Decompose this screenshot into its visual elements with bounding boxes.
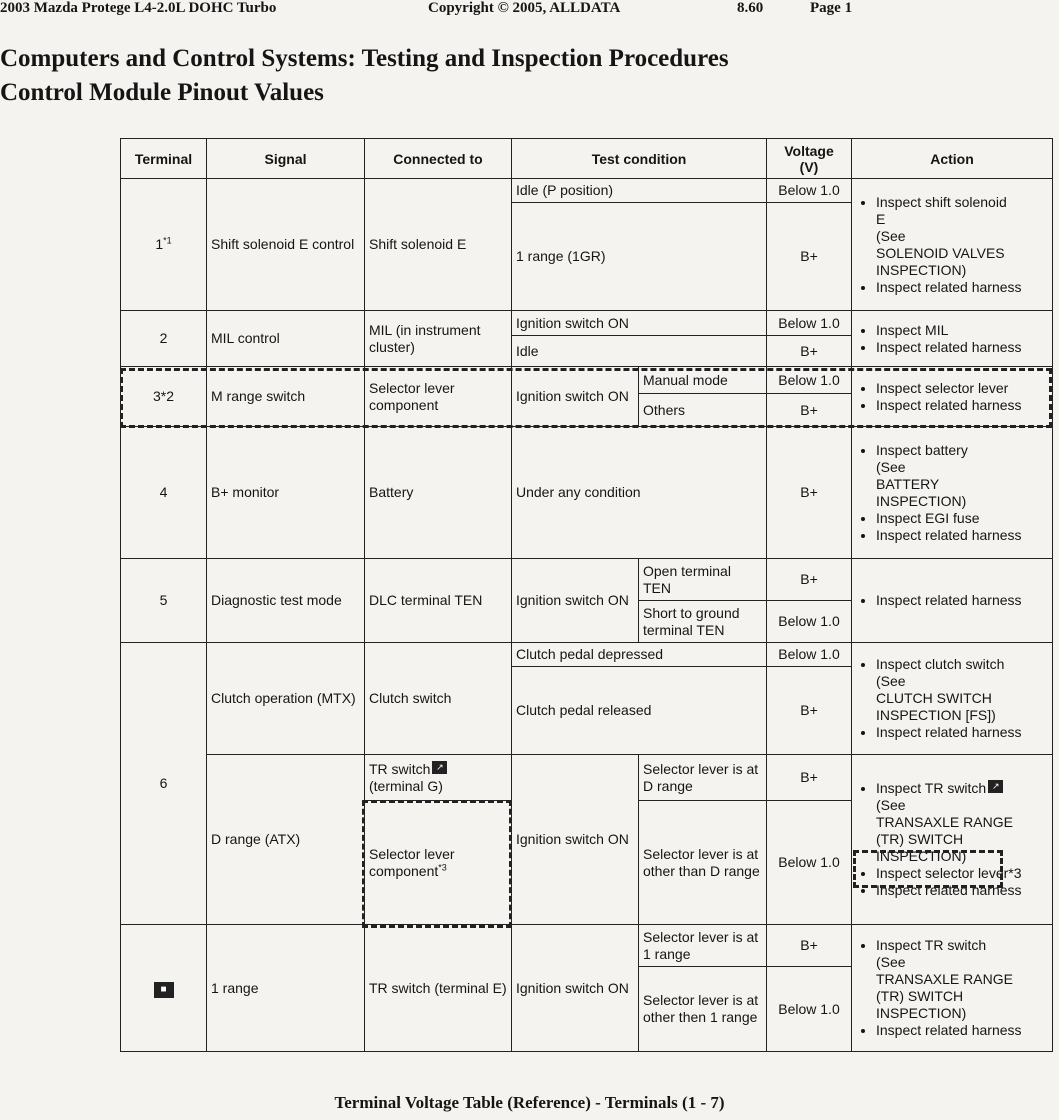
terminal-6: 6 — [121, 643, 207, 925]
connected-to: Clutch switch — [365, 643, 512, 755]
vehicle-title: 2003 Mazda Protege L4-2.0L DOHC Turbo — [0, 0, 277, 16]
terminal-5: 5 — [121, 559, 207, 643]
voltage: B+ — [767, 394, 852, 427]
sub-condition: Open terminal TEN — [639, 559, 767, 601]
voltage: Below 1.0 — [767, 367, 852, 394]
signal: D range (ATX) — [207, 755, 365, 925]
terminal-7 — [121, 925, 207, 1052]
voltage: Below 1.0 — [767, 311, 852, 336]
test-condition: Clutch pedal released — [512, 667, 767, 755]
action: • Inspect related harness — [852, 559, 1053, 643]
table-row — [121, 925, 1053, 967]
signal: M range switch — [207, 367, 365, 427]
sub-condition: Selector lever is at other than D range — [639, 801, 767, 925]
action: • Inspect battery (See BATTERY INSPECTION) • Inspect EGI fuse • Inspect related harness — [852, 427, 1053, 559]
test-condition: Ignition switch ON — [512, 559, 639, 643]
tr-switch-icon: ↗ — [432, 761, 447, 774]
voltage: B+ — [767, 755, 852, 801]
sub-condition: Selector lever is at 1 range — [639, 925, 767, 967]
version: 8.60 — [737, 0, 764, 16]
test-condition: Ignition switch ON — [512, 755, 639, 925]
table-row — [121, 179, 1053, 203]
signal: Diagnostic test mode — [207, 559, 365, 643]
table-row — [121, 311, 1053, 336]
test-condition: 1 range (1GR) — [512, 203, 767, 311]
page-title: Control Module Pinout Values — [0, 79, 324, 106]
copyright: Copyright © 2005, ALLDATA — [428, 0, 621, 16]
voltage: B+ — [767, 925, 852, 967]
signal: B+ monitor — [207, 427, 365, 559]
test-condition: Idle (P position) — [512, 179, 767, 203]
sub-condition: Selector lever is at other then 1 range — [639, 967, 767, 1052]
connected-to: TR switch (terminal E) — [365, 925, 512, 1052]
col-signal: Signal — [207, 139, 365, 179]
action: • Inspect TR switch ↗ (See TRANSAXLE RANGE (TR) SWITCH INSPECTION) • Inspect selector lever*3 • Inspect related harness — [852, 755, 1053, 925]
test-condition: Under any condition — [512, 427, 767, 559]
terminal-marker-icon: ■ — [154, 982, 174, 998]
voltage: Below 1.0 — [767, 801, 852, 925]
table-row — [121, 755, 1053, 801]
signal: MIL control — [207, 311, 365, 367]
connected-to: MIL (in instrument cluster) — [365, 311, 512, 367]
table-row — [121, 427, 1053, 559]
voltage: B+ — [767, 667, 852, 755]
sub-condition: Selector lever is at D range — [639, 755, 767, 801]
table-header — [121, 139, 1053, 179]
sub-condition: Manual mode — [639, 367, 767, 394]
action: • Inspect selector lever • Inspect related harness — [852, 367, 1053, 427]
action: • Inspect MIL • Inspect related harness — [852, 311, 1053, 367]
signal: Shift solenoid E control — [207, 179, 365, 311]
test-condition: Clutch pedal depressed — [512, 643, 767, 667]
section-title: Computers and Control Systems: Testing and Inspection Procedures — [0, 45, 729, 72]
table-row — [121, 367, 1053, 394]
col-test: Test condition — [512, 139, 767, 179]
terminal-3: 3*2 — [121, 367, 207, 427]
sub-condition: Short to ground terminal TEN — [639, 601, 767, 643]
table-row — [121, 559, 1053, 601]
tr-switch-icon: ↗ — [988, 780, 1003, 793]
voltage: Below 1.0 — [767, 967, 852, 1052]
page-number: Page 1 — [810, 0, 853, 16]
connected-to: DLC terminal TEN — [365, 559, 512, 643]
terminal-2: 2 — [121, 311, 207, 367]
test-condition: Ignition switch ON — [512, 367, 639, 427]
col-connected: Connected to — [365, 139, 512, 179]
test-condition: Idle — [512, 336, 767, 367]
pinout-table — [120, 138, 1053, 1052]
voltage: B+ — [767, 203, 852, 311]
voltage: Below 1.0 — [767, 643, 852, 667]
voltage: B+ — [767, 427, 852, 559]
terminal-4: 4 — [121, 427, 207, 559]
terminal-1: 1$^{*1}$ — [121, 179, 207, 311]
voltage: B+ — [767, 336, 852, 367]
col-terminal: Terminal — [121, 139, 207, 179]
signal: 1 range — [207, 925, 365, 1052]
voltage: B+ — [767, 559, 852, 601]
voltage: Below 1.0 — [767, 179, 852, 203]
table-row — [121, 643, 1053, 667]
connected-to: TR switch ↗ (terminal G) — [365, 755, 512, 801]
connected-to: Shift solenoid E — [365, 179, 512, 311]
sub-condition: Others — [639, 394, 767, 427]
test-condition: Ignition switch ON — [512, 925, 639, 1052]
connected-to: Battery — [365, 427, 512, 559]
col-voltage: Voltage (V) — [767, 139, 852, 179]
action: • Inspect TR switch (See TRANSAXLE RANGE (TR) SWITCH INSPECTION) • Inspect related harness — [852, 925, 1053, 1052]
table-caption: Terminal Voltage Table (Reference) - Terminals (1 - 7) — [334, 1093, 725, 1112]
action: • Inspect shift solenoid E (See SOLENOID VALVES INSPECTION) • Inspect related harness — [852, 179, 1053, 311]
col-action: Action — [852, 139, 1053, 179]
connected-to: Selector lever component — [365, 367, 512, 427]
test-condition: Ignition switch ON — [512, 311, 767, 336]
voltage: Below 1.0 — [767, 601, 852, 643]
connected-to: Selector lever component$^{*3}$ — [365, 801, 512, 925]
signal: Clutch operation (MTX) — [207, 643, 365, 755]
action: • Inspect clutch switch (See CLUTCH SWITCH INSPECTION [FS]) • Inspect related harness — [852, 643, 1053, 755]
